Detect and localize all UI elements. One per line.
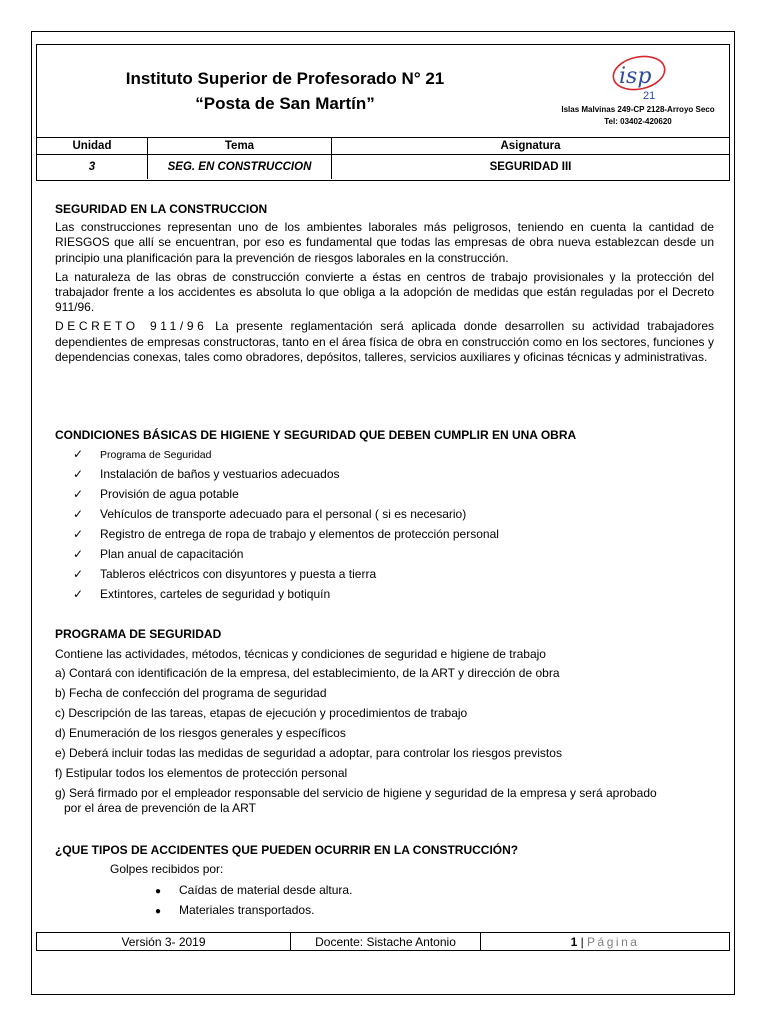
check-icon: ✓: [73, 547, 84, 561]
page-word: Página: [587, 934, 640, 949]
list-item: ✓ Tableros eléctricos con disyuntores y puesta a tierra: [73, 564, 499, 584]
list-item: ● Materiales transportados.: [155, 900, 352, 920]
list-item: b) Fecha de confección del programa de seguridad: [55, 686, 327, 700]
info-table-header-row: [37, 138, 729, 155]
intro-section: [55, 202, 714, 365]
intro-paragraph-1: Las construcciones representan uno de los ambientes laborales más peligrosos, teniendo en cuenta la cantidad de RIESGOS que allí se encuentran, por eso es fundamental que todas las empresas de obra nueva establezcan desde un principio una planificación para la prevención de riesgos laborales en la construcción.: [55, 220, 714, 265]
list-item: ✓ Provisión de agua potable: [73, 484, 499, 504]
decreto-label: DECRETO 911/96: [55, 319, 208, 334]
check-icon: ✓: [73, 567, 84, 581]
check-icon: ✓: [73, 447, 84, 461]
list-item: ✓ Extintores, carteles de seguridad y botiquín: [73, 584, 499, 604]
value-asignatura: SEGURIDAD III: [332, 155, 730, 180]
institute-phone: Tel: 03402-420620: [604, 117, 672, 126]
list-item: f) Estipular todos los elementos de protección personal: [55, 766, 348, 780]
list-item: d) Enumeración de los riesgos generales y específicos: [55, 726, 346, 740]
info-table: [37, 137, 729, 179]
accidents-sub: Golpes recibidos por:: [110, 862, 224, 876]
page-separator: |: [577, 934, 588, 949]
check-icon: ✓: [73, 507, 84, 521]
header-tema: Tema: [148, 138, 332, 155]
list-item: ✓ Plan anual de capacitación: [73, 544, 499, 564]
conditions-heading: CONDICIONES BÁSICAS DE HIGIENE Y SEGURIDAD QUE DEBEN CUMPLIR EN UNA OBRA: [55, 428, 577, 442]
info-table-value-row: [37, 155, 729, 180]
list-item: a) Contará con identificación de la empresa, del establecimiento, de la ART y dirección de obra: [55, 666, 560, 680]
accidents-heading: ¿QUE TIPOS DE ACCIDENTES QUE PUEDEN OCURRIR EN LA CONSTRUCCIÓN?: [55, 843, 519, 857]
isp-logo: [609, 51, 669, 103]
logo-text: isp: [619, 64, 652, 89]
header-asignatura: Asignatura: [332, 138, 730, 155]
list-item: c) Descripción de las tareas, etapas de ejecución y procedimientos de trabajo: [55, 706, 468, 720]
bullet-icon: ●: [155, 886, 162, 897]
list-item: g) Será firmado por el empleador responsable del servicio de higiene y seguridad de la empresa y será aprobado por el área de prevención de la ART: [55, 786, 657, 815]
institute-title: Instituto Superior de Profesorado N° 21: [125, 69, 445, 88]
check-icon: ✓: [73, 587, 84, 601]
footer-page: [481, 933, 730, 951]
page-footer: [36, 932, 730, 951]
intro-heading: SEGURIDAD EN LA CONSTRUCCION: [55, 202, 268, 216]
footer-version: Versión 3- 2019: [37, 933, 291, 951]
list-item: ✓ Programa de Seguridad: [73, 444, 499, 464]
value-unidad: 3: [37, 155, 148, 180]
list-item: ✓ Instalación de baños y vestuarios adecuados: [73, 464, 499, 484]
page-number: 1: [570, 934, 578, 949]
list-item: e) Deberá incluir todas las medidas de seguridad a adoptar, para controlar los riesgos previstos: [55, 746, 562, 760]
list-item: ● Caídas de material desde altura.: [155, 880, 352, 900]
list-item: ✓ Vehículos de transporte adecuado para el personal ( si es necesario): [73, 504, 499, 524]
institute-subtitle: “Posta de San Martín”: [195, 94, 375, 113]
list-item: ✓ Registro de entrega de ropa de trabajo y elementos de protección personal: [73, 524, 499, 544]
intro-paragraph-3: [55, 319, 714, 365]
bullet-icon: ●: [155, 906, 162, 917]
program-heading: PROGRAMA DE SEGURIDAD: [55, 627, 222, 641]
intro-paragraph-2: La naturaleza de las obras de construcción convierte a éstas en centros de trabajo provisionales y la protección del trabajador frente a los accidentes es absoluta lo que obliga a la adopción de medidas que están reguladas por el Decreto 911/96.: [55, 269, 714, 315]
check-icon: ✓: [73, 527, 84, 541]
conditions-list: [73, 444, 499, 604]
logo-number: 21: [643, 90, 656, 102]
program-list: [55, 663, 714, 816]
check-icon: ✓: [73, 467, 84, 481]
document-header: [36, 44, 730, 181]
title-area: [37, 45, 729, 137]
institute-address: Islas Malvinas 249-CP 2128-Arroyo Seco: [561, 105, 715, 114]
accidents-list: [155, 880, 352, 920]
header-unidad: Unidad: [37, 138, 148, 155]
program-intro: Contiene las actividades, métodos, técnicas y condiciones de seguridad e higiene de trabajo: [55, 647, 546, 661]
check-icon: ✓: [73, 487, 84, 501]
decreto-text: La presente reglamentación será aplicada donde desarrollen su actividad trabajadores dependientes de empresas constructoras, tanto en el área física de obra en construcción como en los sectores, funciones y dependencias conexas, tales como obradores, depósitos, talleres, servicios auxiliares y oficinas técnicas y administrativas.: [55, 319, 715, 364]
footer-docente: Docente: Sistache Antonio: [291, 933, 481, 951]
value-tema: SEG. EN CONSTRUCCION: [148, 155, 332, 180]
